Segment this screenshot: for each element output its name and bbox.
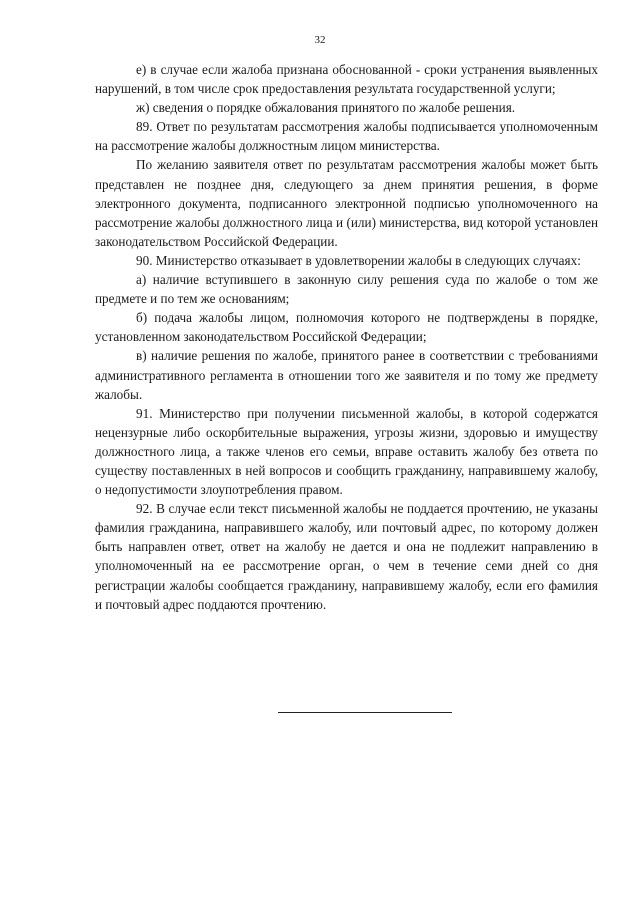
paragraph-91: 91. Министерство при получении письменной жалобы, в которой содержатся нецензурные либо оскорбительные выражения, угрозы жизни, здоровью и имуществу должностного лица, а также членов его семьи, вправе оставить жалобу без ответа по существу поставленных в ней вопросов и сообщить гражданину, направившему жалобу, о недопустимости злоупотребления правом.: [95, 405, 598, 498]
paragraph-92: 92. В случае если текст письменной жалобы не поддается прочтению, не указаны фамилия гражданина, направившего жалобу, или почтовый адрес, по которому должен быть направлен ответ, ответ на жалобу не дается и она не подлежит направлению в уполномоченный на ее рассмотрение орган, о чем в течение семи дней со дня регистрации жалобы сообщается гражданину, направившему жалобу, если его фамилия и почтовый адрес поддаются прочтению.: [95, 501, 598, 612]
paragraph-90-v: в) наличие решения по жалобе, принятого ранее в соответствии с требованиями административного регламента в отношении того же заявителя и по тому же предмету жалобы.: [95, 348, 598, 402]
page-number: 32: [314, 34, 326, 46]
end-separator-line: [278, 712, 452, 713]
paragraph-item-e: е) в случае если жалоба признана обоснованной - сроки устранения выявленных нарушений, в том числе срок предоставления результата государственной услуги;: [95, 62, 598, 97]
paragraph-90-b: б) подача жалобы лицом, полномочия которого не подтверждены в порядке, установленном законодательством Российской Федерации;: [95, 310, 598, 345]
paragraph-90-a: а) наличие вступившего в законную силу решения суда по жалобе о том же предмете и по тем же основаниям;: [95, 272, 598, 307]
paragraph-90: 90. Министерство отказывает в удовлетворении жалобы в следующих случаях:: [136, 252, 581, 268]
document-body: [95, 60, 598, 614]
paragraph-item-zh: ж) сведения о порядке обжалования принятого по жалобе решения.: [136, 100, 516, 116]
paragraph-89-electronic: По желанию заявителя ответ по результатам рассмотрения жалобы может быть представлен не позднее дня, следующего за днем принятия решения, в форме электронного документа, подписанного электронной подписью уполномоченного на рассмотрение жалобы должностного лица и (или) министерства, вид которой установлен законодательством Российской Федерации.: [95, 157, 598, 249]
paragraph-89: 89. Ответ по результатам рассмотрения жалобы подписывается уполномоченным на рассмотрение жалобы должностным лицом министерства.: [95, 119, 598, 154]
